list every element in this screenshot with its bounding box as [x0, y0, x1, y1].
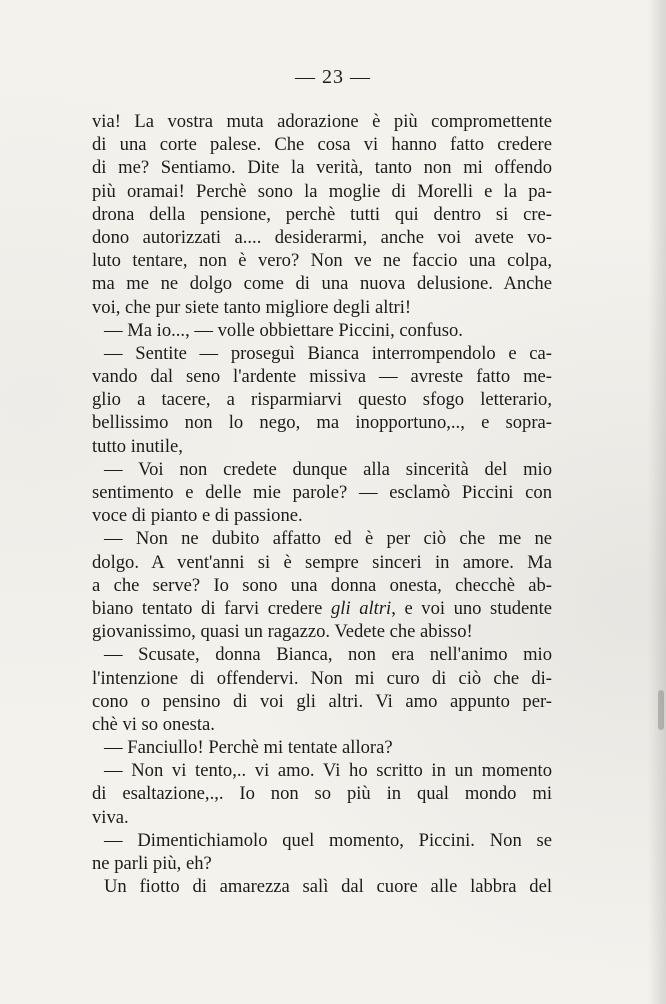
page-smudge [658, 690, 664, 730]
text-line: viva. [92, 806, 129, 828]
text-line: voi, che pur siete tanto migliore degli altri! [92, 296, 412, 318]
text-line: di esaltazione,.,. Io non so più in qual mondo mi [92, 783, 552, 805]
text-line: tutto inutile, [92, 435, 183, 457]
text-line: giovanissimo, quasi un ragazzo. Vedete che abisso! [92, 621, 473, 643]
text-line: — Dimentichiamolo quel momento, Piccini. Non se [104, 829, 552, 851]
italic-text-segment: gli altri [331, 597, 392, 619]
text-line: sentimento e delle mie parole? — esclamò Piccini con [92, 482, 552, 503]
text-line: cono o pensino di voi gli altri. Vi amo appunto per- [92, 690, 552, 712]
text-line: più oramai! Perchè sono la moglie di Morelli e la pa- [92, 180, 552, 202]
text-line: via! La vostra muta adorazione è più compromettente [92, 111, 552, 132]
text-segment: biano tentato di farvi credere [92, 597, 331, 619]
text-line: Un fiotto di amarezza salì dal cuore alle labbra del [104, 876, 552, 898]
text-line: — Non vi tento,.. vi amo. Vi ho scritto in un momento [104, 760, 552, 782]
text-line: ma me ne dolgo come di una nuova delusione. Anche [92, 273, 552, 295]
text-line: drona della pensione, perchè tutti qui dentro si cre- [92, 203, 552, 225]
page-edge-shadow [648, 0, 666, 1004]
text-line [92, 597, 552, 620]
text-line: — Non ne dubito affatto ed è per ciò che me ne [104, 528, 552, 550]
text-line: bellissimo non lo nego, ma inopportuno,.., e sopra- [92, 412, 552, 434]
text-line: dolgo. A vent'anni si è sempre sinceri in amore. Ma [92, 551, 552, 573]
text-line: ne parli più, eh? [92, 853, 212, 874]
text-line: vando dal seno l'ardente missiva — avreste fatto me- [92, 366, 552, 388]
page-number: — 23 — [295, 66, 371, 88]
text-line: — Scusate, donna Bianca, non era nell'animo mio [104, 644, 552, 666]
text-line: dono autorizzati a.... desiderarmi, anche voi avete vo- [92, 226, 552, 248]
text-line: di una corte palese. Che cosa vi hanno fatto credere [92, 134, 552, 156]
text-line: l'intenzione di offendervi. Non mi curo di ciò che di- [92, 667, 552, 689]
text-line: a che serve? Io sono una donna onesta, checchè ab- [92, 574, 552, 596]
body-text [92, 110, 552, 898]
text-segment: , e voi uno studente [391, 597, 553, 619]
text-line: — Fanciullo! Perchè mi tentate allora? [104, 737, 393, 759]
text-line: — Voi non credete dunque alla sincerità del mio [104, 458, 552, 480]
text-line: voce di pianto e di passione. [92, 505, 303, 527]
text-line: luto tentare, non è vero? Non ve ne faccio una colpa, [92, 250, 552, 272]
text-line: — Sentite — proseguì Bianca interrompendolo e ca- [104, 342, 552, 364]
text-line: glio a tacere, a risparmiarvi questo sfogo letterario, [92, 389, 552, 411]
text-line: — Ma io..., — volle obbiettare Piccini, confuso. [104, 319, 463, 341]
text-line: di me? Sentiamo. Dite la verità, tanto non mi offendo [92, 157, 552, 179]
text-line: chè vi so onesta. [92, 713, 215, 735]
